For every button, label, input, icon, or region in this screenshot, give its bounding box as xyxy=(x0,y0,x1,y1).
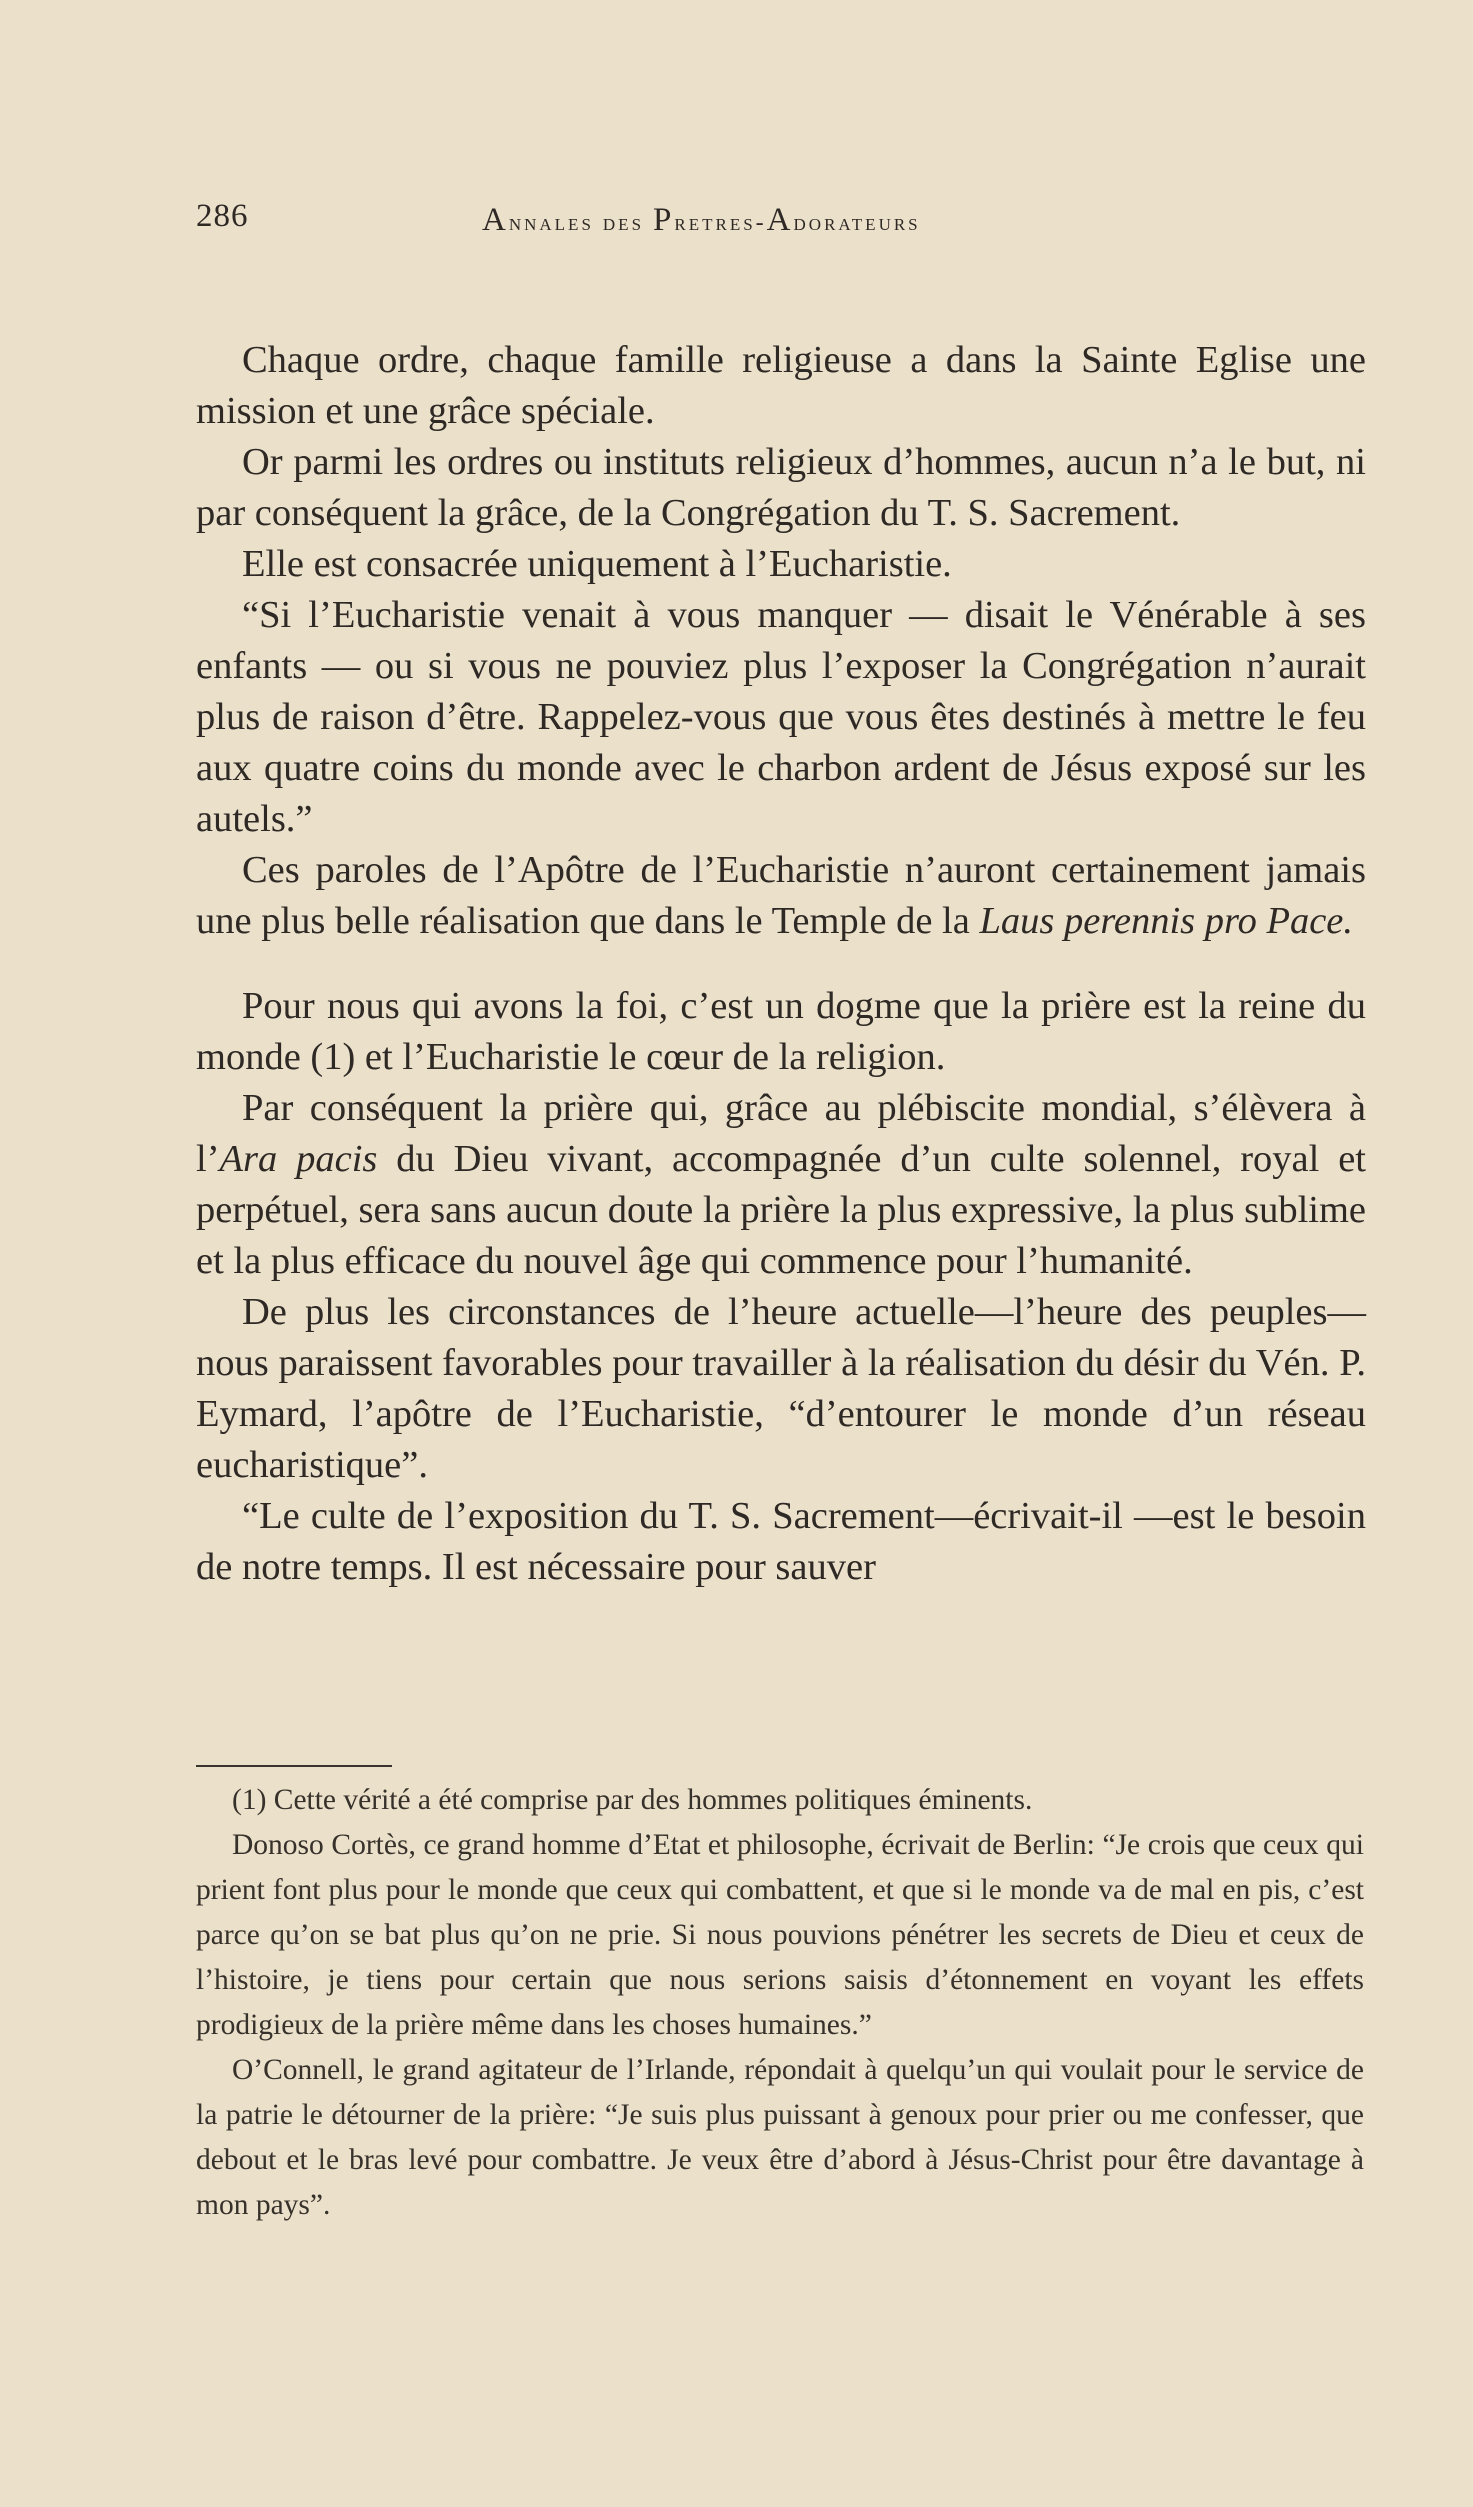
running-head-initial: A xyxy=(766,202,794,238)
running-head-word: dorateurs xyxy=(793,210,921,236)
running-head-initial: A xyxy=(482,202,509,238)
paragraph: Elle est consacrée uniquement à l’Eucharistie. xyxy=(242,543,952,585)
running-head-word: des xyxy=(602,210,654,236)
footnote-paragraph: Donoso Cortès, ce grand homme d’Etat et philosophe, écrivait de Berlin: “Je crois que ceux qui prient font plus pour le monde que ceux qui combattent, et que si le monde va de mal en pis, c’est parce qu’on se bat plus qu’on ne prie. Si nous pouvions pénétrer les secrets de Dieu et ceux de l’histoire, je tiens pour certain que nous serions saisis d’étonnement en voyant les effets prodigieux de la prière même dans les choses humaines.” xyxy=(196,1829,1364,2041)
paragraph: Pour nous qui avons la foi, c’est un dogme que la prière est la reine du monde (1) et l’Eucharistie le cœur de la religion. xyxy=(196,985,1366,1078)
body-text xyxy=(196,335,1366,1593)
paragraph-text: Ces paroles de l’Apôtre de l’Eucharistie n’auront certainement jamais une plus belle réalisation que dans le Temple de la xyxy=(196,849,1366,942)
paragraph xyxy=(196,1083,1366,1287)
footnote-rule xyxy=(196,1765,392,1767)
footnote-paragraph: O’Connell, le grand agitateur de l’Irlande, répondait à quelqu’un qui voulait pour le service de la patrie le détourner de la prière: “Je suis plus puissant à genoux pour prier ou me confesser, que debout et le bras levé pour combattre. Je veux être d’abord à Jésus-Christ pour être davantage à mon pays”. xyxy=(196,2054,1364,2221)
paragraph: “Le culte de l’exposition du T. S. Sacrement—écrivait-il —est le besoin de notre temps. Il est nécessaire pour sauver xyxy=(196,1495,1366,1588)
paragraph: Chaque ordre, chaque famille religieuse a dans la Sainte Eglise une mission et une grâce spéciale. xyxy=(196,339,1366,432)
running-head-initial: P xyxy=(653,202,675,238)
page-number: 286 xyxy=(196,198,249,234)
paragraph: Or parmi les ordres ou instituts religieux d’hommes, aucun n’a le but, ni par conséquent la grâce, de la Congrégation du T. S. Sacrement. xyxy=(196,441,1366,534)
page-header xyxy=(196,198,1076,246)
paragraph: De plus les circonstances de l’heure actuelle—l’heure des peuples—nous paraissent favorables pour travailler à la réalisation du désir du Vén. P. Eymard, l’apôtre de l’Eucharistie, “d’entourer le monde d’un réseau eucharistique”. xyxy=(196,1291,1366,1486)
italic-phrase: Ara pacis xyxy=(219,1138,378,1180)
running-head xyxy=(482,202,921,239)
running-head-word: nnales xyxy=(508,210,603,236)
italic-phrase: Laus perennis pro Pace. xyxy=(979,900,1354,942)
running-head-word: retres- xyxy=(674,210,767,236)
paragraph xyxy=(196,845,1366,947)
paragraph-text: Par conséquent la prière qui, grâce au plébiscite mondial, s’élèvera à l’ xyxy=(196,1087,1366,1180)
footnotes xyxy=(196,1778,1364,2228)
paragraph-text: du Dieu vivant, accompagnée d’un culte solennel, royal et perpétuel, sera sans aucun doute la prière la plus expressive, la plus sublime et la plus efficace du nouvel âge qui commence pour l’humanité. xyxy=(196,1138,1366,1282)
footnote: (1) Cette vérité a été comprise par des hommes politiques éminents. xyxy=(232,1784,1033,1816)
paragraph: “Si l’Eucharistie venait à vous manquer — disait le Vénérable à ses enfants — ou si vous ne pouviez plus l’exposer la Congrégation n’aurait plus de raison d’être. Rappelez-vous que vous êtes destinés à mettre le feu aux quatre coins du monde avec le charbon ardent de Jésus exposé sur les autels.” xyxy=(196,594,1366,840)
